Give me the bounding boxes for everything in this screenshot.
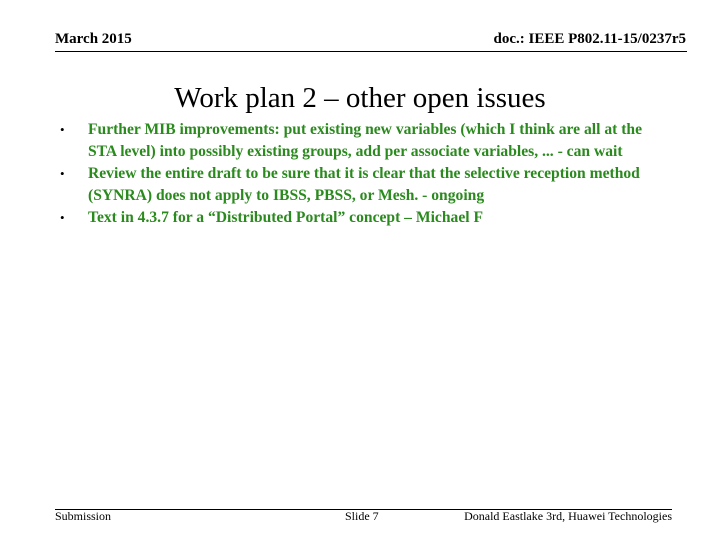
footer-author: Donald Eastlake 3rd, Huawei Technologies [464, 509, 672, 523]
footer-slide-number: Slide 7 [345, 509, 379, 523]
bullet-text: Text in 4.3.7 for a “Distributed Portal” concept – Michael F [88, 209, 483, 226]
bullet-item [60, 163, 650, 207]
bullet-marker: • [60, 210, 65, 225]
bullet-marker: • [60, 122, 65, 137]
bullet-marker: • [60, 166, 65, 181]
bullet-text: Further MIB improvements: put existing new variables (which I think are all at the STA level) into possibly existing groups, add per associate variables, ... - can wait [88, 121, 643, 160]
bullet-item [60, 119, 650, 163]
bullet-text: Review the entire draft to be sure that it is clear that the selective reception method (SYNRA) does not apply to IBSS, PBSS, or Mesh. - ongoing [88, 165, 640, 204]
header-doc-id: doc.: IEEE P802.11-15/0237r5 [493, 31, 686, 47]
header-date: March 2015 [55, 31, 132, 47]
bullet-item [60, 207, 650, 229]
footer-submission: Submission [55, 509, 112, 523]
header-divider [55, 51, 687, 52]
slide-title: Work plan 2 – other open issues [174, 82, 546, 114]
bullet-list [60, 119, 650, 229]
